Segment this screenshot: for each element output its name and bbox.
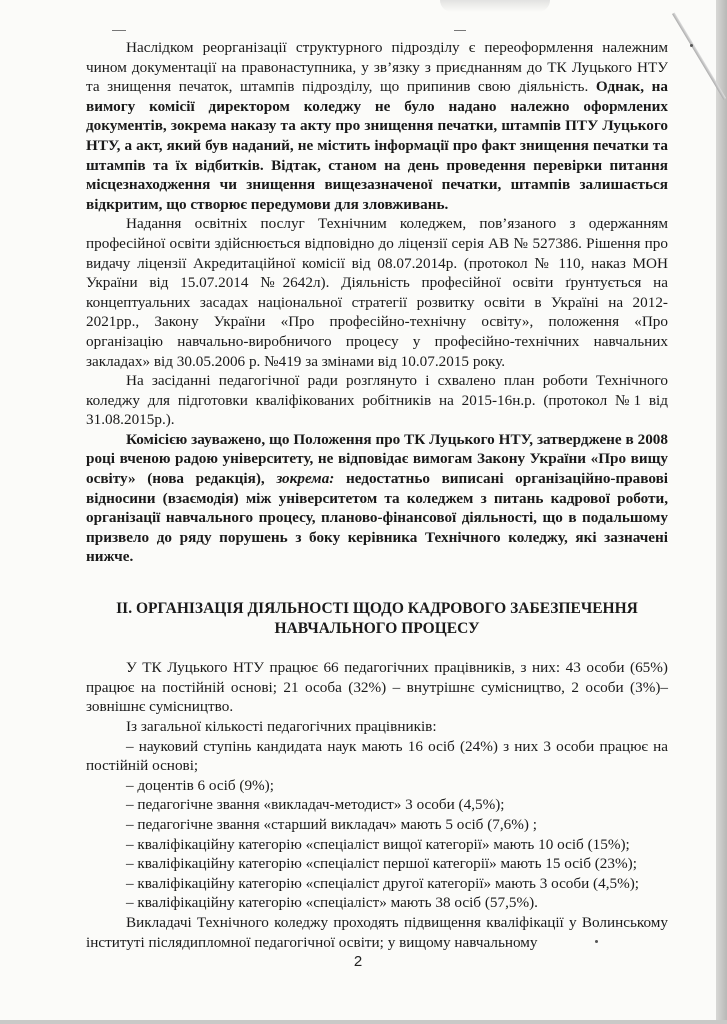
list-item: – науковий ступінь кандидата наук мають 16 осіб (24%) з них 3 особи працює на постійній основі; — [86, 737, 668, 775]
scan-smudge — [440, 0, 550, 12]
page-edge-shadow — [716, 0, 727, 1024]
paragraph-qualification: Викладачі Технічного коледжу проходять підвищення кваліфікації у Волинському інституті післядипломної педагогічної освіти; у вищому навчальному — [86, 913, 668, 951]
list-item: – доцентів 6 осіб (9%); — [126, 776, 274, 794]
section-heading-line2: НАВЧАЛЬНОГО ПРОЦЕСУ — [274, 619, 480, 637]
paragraph-bold-end: недостатньо виписані організаційно-правові відносини (взаємодія) між університетом та коледжем з питань кадрової роботи, організації навчального процесу, планово-фінансової діяльності, що в подальшому призвело до ряду порушень з боку керівника Технічного коледжу, які зазначені нижче. — [86, 470, 668, 566]
scan-speck — [690, 44, 693, 47]
paragraph-staff-intro: Із загальної кількості педагогічних працівників: — [126, 718, 437, 735]
list-item: – кваліфікаційну категорію «спеціаліст другої категорії» мають 3 особи (4,5%); — [126, 874, 640, 892]
paragraph-commission-remark — [86, 430, 668, 567]
paragraph-pedagogical-council: На засіданні педагогічної ради розглянуто і схвалено план роботи Технічного коледжу для підготовки кваліфікованих робітників на 2015-16н.р. (протокол №1 від 31.08.2015р.). — [86, 372, 668, 429]
document-body — [86, 38, 668, 952]
list-item: – кваліфікаційну категорію «спеціаліст вищої категорії» мають 10 осіб (15%); — [126, 835, 630, 853]
list-item: – кваліфікаційну категорію «спеціаліст» мають 38 осіб (57,5%). — [126, 894, 538, 912]
paragraph-license: Надання освітніх послуг Технічним коледжем, пов’язаного з одержанням професійної освіти здійснюється відповідно до ліцензії серія АВ № 527386. Рішення про видачу ліцензії Акредитаційної комісії від 08.07.2014р. (протокол № 110, наказ МОН України від 15.07.2014 №2642л). Діяльність професійної освіти ґрунтується на концептуальних засадах національної стратегії розвитку освіти в Україні на 2012-2021рр., Закону України «Про професійно-технічну освіту», положення «Про організацію навчально-виробничого процесу у професійно-технічних навчальних закладах» від 30.05.2006 р. №419 за змінами від 10.07.2015 року. — [86, 215, 668, 370]
paragraph-bold-start: Комісією зауважено, що Положення про ТК Луцького НТУ, затверджене в 2008 році вченою радою університету, не відповідає вимогам Закону України «Про вищу освіту» (нова редакція), — [86, 430, 668, 488]
scan-mark-left — [112, 30, 126, 31]
page-bottom-edge — [0, 1020, 727, 1024]
section-heading-line1: ІІ. ОРГАНІЗАЦІЯ ДІЯЛЬНОСТІ ЩОДО КАДРОВОГО ЗАБЕЗПЕЧЕННЯ — [116, 600, 638, 618]
section-heading — [86, 599, 668, 638]
list-item: – педагогічне звання «викладач-методист» 3 особи (4,5%); — [126, 796, 505, 814]
list-item: – педагогічне звання «старший викладач» мають 5 осіб (7,6%) ; — [126, 815, 537, 833]
scan-mark-center — [454, 30, 466, 31]
paragraph-bold-text: Однак, на вимогу комісії директором коледжу не було надано належно оформлених документів, зокрема наказу та акту про знищення печатки, штампів ПТУ Луцького НТУ, а акт, який був наданий, не містить інформації про факт знищення печатки та штампів та їх відбитків. Відтак, станом на день проведення перевірки питання місцезнаходження чи знищення вищезазначеної печатки, штампів залишається відкритим, що створює передумови для зловживань. — [86, 78, 668, 213]
page-number: 2 — [353, 953, 363, 970]
list-item: – кваліфікаційну категорію «спеціаліст першої категорії» мають 15 осіб (23%); — [126, 855, 637, 873]
paragraph-reorganization — [86, 38, 668, 214]
paragraph-bold-italic: зокрема: — [276, 470, 335, 488]
paragraph-text: Наслідком реорганізації структурного підрозділу є переоформлення належним чином документації на правонаступника, у зв’язку з приєднанням до ТК Луцького НТУ та знищення печаток, штампів підрозділу, що припинив свою діяльність. — [86, 39, 668, 96]
paragraph-staff-count: У ТК Луцького НТУ працює 66 педагогічних працівників, з них: 43 особи (65%) працює на постійній основі; 21 особа (32%) – внутрішнє сумісництво, 2 особи (3%)– зовнішнє сумісництво. — [86, 659, 668, 716]
